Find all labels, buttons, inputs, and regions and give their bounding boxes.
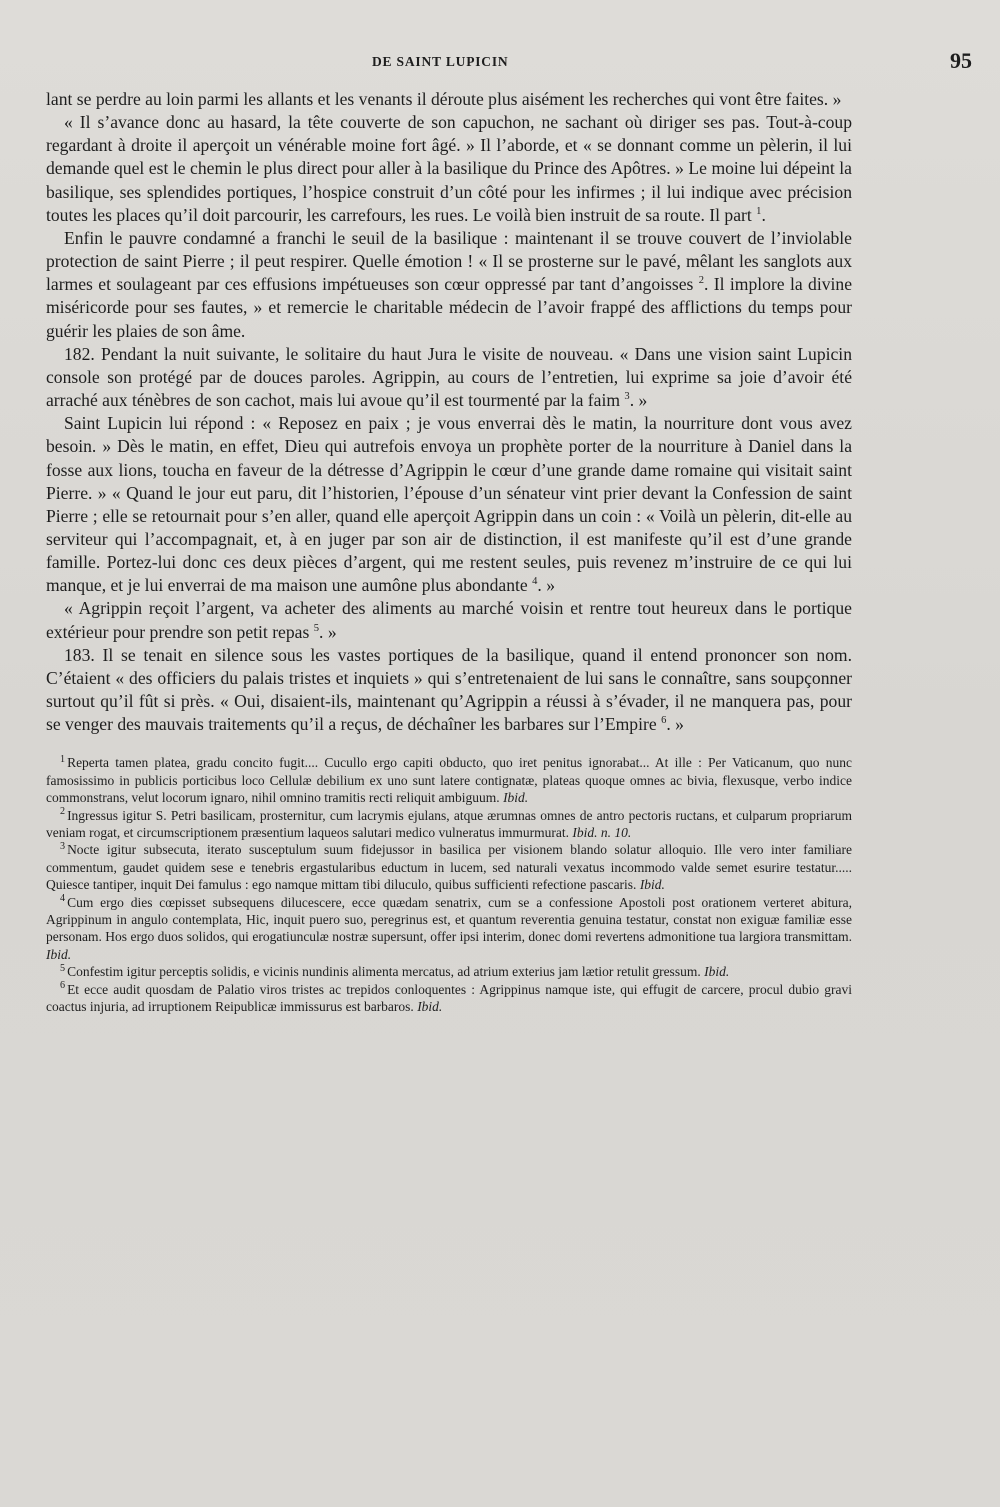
running-header: [46, 48, 972, 88]
footnote-ref: 5: [313, 622, 320, 634]
paragraph: lant se perdre au loin parmi les allants et les venants il déroute plus aisément les recherches qui vont être faites. »: [46, 89, 842, 109]
footnote: $^6$ Et ecce audit quosdam de Palatio viros tristes ac trepidos conloquentes : Agrippinus namque iste, qui effugit de carcere, procul dubio gravi coactus injuria, ad irruptionem Reipublicæ immissurus est barbaros. Ibid.: [46, 980, 852, 1015]
paragraph: 182. Pendant la nuit suivante, le solitaire du haut Jura le visite de nouveau. « Dans une vision saint Lupicin console son protégé par de douces paroles. Agrippin, au cours de l’entretien, lui exprime sa joie d’avoir été arraché aux ténèbres de son cachot, mais lui avoue qu’il est tourmenté par la faim $^3$. »: [46, 343, 852, 411]
footnote: $^1$ Reperta tamen platea, gradu concito fugit.... Cucullo ergo capiti obducto, quo iret penitus ignorabat... At ille : Per Vaticanum, quo nunc famosissimo in publicis porticibus loco Cellulæ debilium ex uno sunt latere contignatæ, plateas quoque omnes ac bivia, flexusque, verbo indice commonstrans, velut locorum ignaro, nihil omnino tramitis recti reliquit ambiguum. Ibid.: [46, 753, 852, 806]
footnote: $^5$ Confestim igitur perceptis solidis, e vicinis nundinis alimenta mercatus, ad atrium exterius jam lætior retulit gressum. Ibid.: [60, 962, 730, 980]
paragraph: Saint Lupicin lui répond : « Reposez en paix ; je vous enverrai dès le matin, la nourriture dont vous avez besoin. » Dès le matin, en effet, Dieu qui autrefois envoya un prophète porter de la nourriture à Daniel dans la fosse aux lions, toucha en faveur de la détresse d’Agrippin le cœur d’une grande dame romaine qui visitait saint Pierre. » « Quand le jour eut paru, dit l’historien, l’épouse d’un sénateur vint prier devant la Confession de saint Pierre ; elle se retournait pour s’en aller, quand elle aperçoit Agrippin dans un coin : « Voilà un pèlerin, dit-elle au serviteur qui l’accompagnait, et, à en juger par son air de distinction, il est manifeste qu’il est d’une grande famille. Portez-lui donc ces deux pièces d’argent, qui me restent seules, puis revenez m’instruire de ce qui lui manque, et je lui enverrai de ma maison une aumône plus abondante $^4$. »: [46, 413, 852, 596]
running-title: DE SAINT LUPICIN: [372, 54, 509, 69]
footnote: $^3$ Nocte igitur subsecuta, iterato susceptulum suum fidejussor in basilica per visionem blando solatur alloquio. Ille vero inter familiare commentum, gaudet quidem sese e tenebris ergastularibus eductum in lucem, sed naturali vexatus incommodo valde semet esurire testatur..... Quiesce tantiper, inquit Dei famulus : ego namque mittam tibi diluculo, quibus sufficienti refectione pascaris. Ibid.: [46, 840, 852, 893]
paragraph: « Agrippin reçoit l’argent, va acheter des aliments au marché voisin et rentre tout heureux dans le portique extérieur pour prendre son petit repas $^5$. »: [46, 598, 852, 642]
footnote: $^4$ Cum ergo dies cœpisset subsequens dilucescere, ecce quædam senatrix, cum se a confessione Apostoli post orationem verteret abitura, Agrippinum in angulo contemplata, Hic, inquit puero suo, peregrinus est, et quantum reverentia genuina testatur, constat non exiguæ familiæ esse personam. Hos ergo duos solidos, qui erogatiunculæ nostræ supersunt, offer ipsi interim, donec domi revertens admonitione tua largiora transmittam. Ibid.: [46, 893, 852, 962]
main-text: [46, 88, 852, 736]
paragraph: 183. Il se tenait en silence sous les vastes portiques de la basilique, quand il entend prononcer son nom. C’étaient « des officiers du palais tristes et inquiets » qui s’entretenaient de lui sans le connaître, sans soupçonner surtout qu’il fût si près. « Oui, disaient-ils, maintenant qu’Agrippin a réussi à s’évader, il ne manquera pas, pour se venger des mauvais traitements qu’il a reçus, de déchaîner les barbares sur l’Empire $^6$. »: [46, 644, 852, 735]
footnote-ref: 4: [532, 576, 538, 588]
paragraph: « Il s’avance donc au hasard, la tête couverte de son capuchon, ne sachant où diriger ses pas. Tout-à-coup regardant à droite il aperçoit un vénérable moine fort âgé. » Il l’aborde, et « se donnant comme un pèlerin, il lui demande quel est le chemin le plus direct pour aller à la basilique du Prince des Apôtres. » Le moine lui dépeint la basilique, ses splendides portiques, l’hospice construit d’un côté pour les infirmes ; il lui indique avec précision toutes les places qu’il doit parcourir, les carrefours, les rues. Le voilà bien instruit de sa route. Il part $^1$.: [46, 112, 852, 225]
page-number: 95: [950, 48, 972, 73]
paragraph: Enfin le pauvre condamné a franchi le seuil de la basilique : maintenant il se trouve couvert de l’inviolable protection de saint Pierre ; il peut respirer. Quelle émotion ! « Il se prosterne sur le pavé, mêlant les sanglots aux larmes et soulageant par ces effusions impétueuses son cœur oppressé par tant d’angoisses $^2$. Il implore la divine miséricorde pour ses fautes, » et remercie le charitable médecin de l’avoir frappé des afflictions du temps pour guérir les plaies de son âme.: [46, 227, 852, 341]
footnote-ref: 6: [661, 715, 667, 727]
footnote: $^2$ Ingressus igitur S. Petri basilicam, prosternitur, cum lacrymis ejulans, atque ærumnas omnes de antro pectoris ructans, et culparum propriarum veniam rogat, et circumscriptionem præsentium laqueos salutari medico vulneratus immurmurat. Ibid. n. 10.: [46, 806, 852, 840]
footnote-ref: 1: [756, 205, 762, 217]
footnote-ref: 2: [698, 275, 705, 287]
footnotes: [46, 754, 852, 1015]
footnote-ref: 3: [624, 391, 630, 403]
